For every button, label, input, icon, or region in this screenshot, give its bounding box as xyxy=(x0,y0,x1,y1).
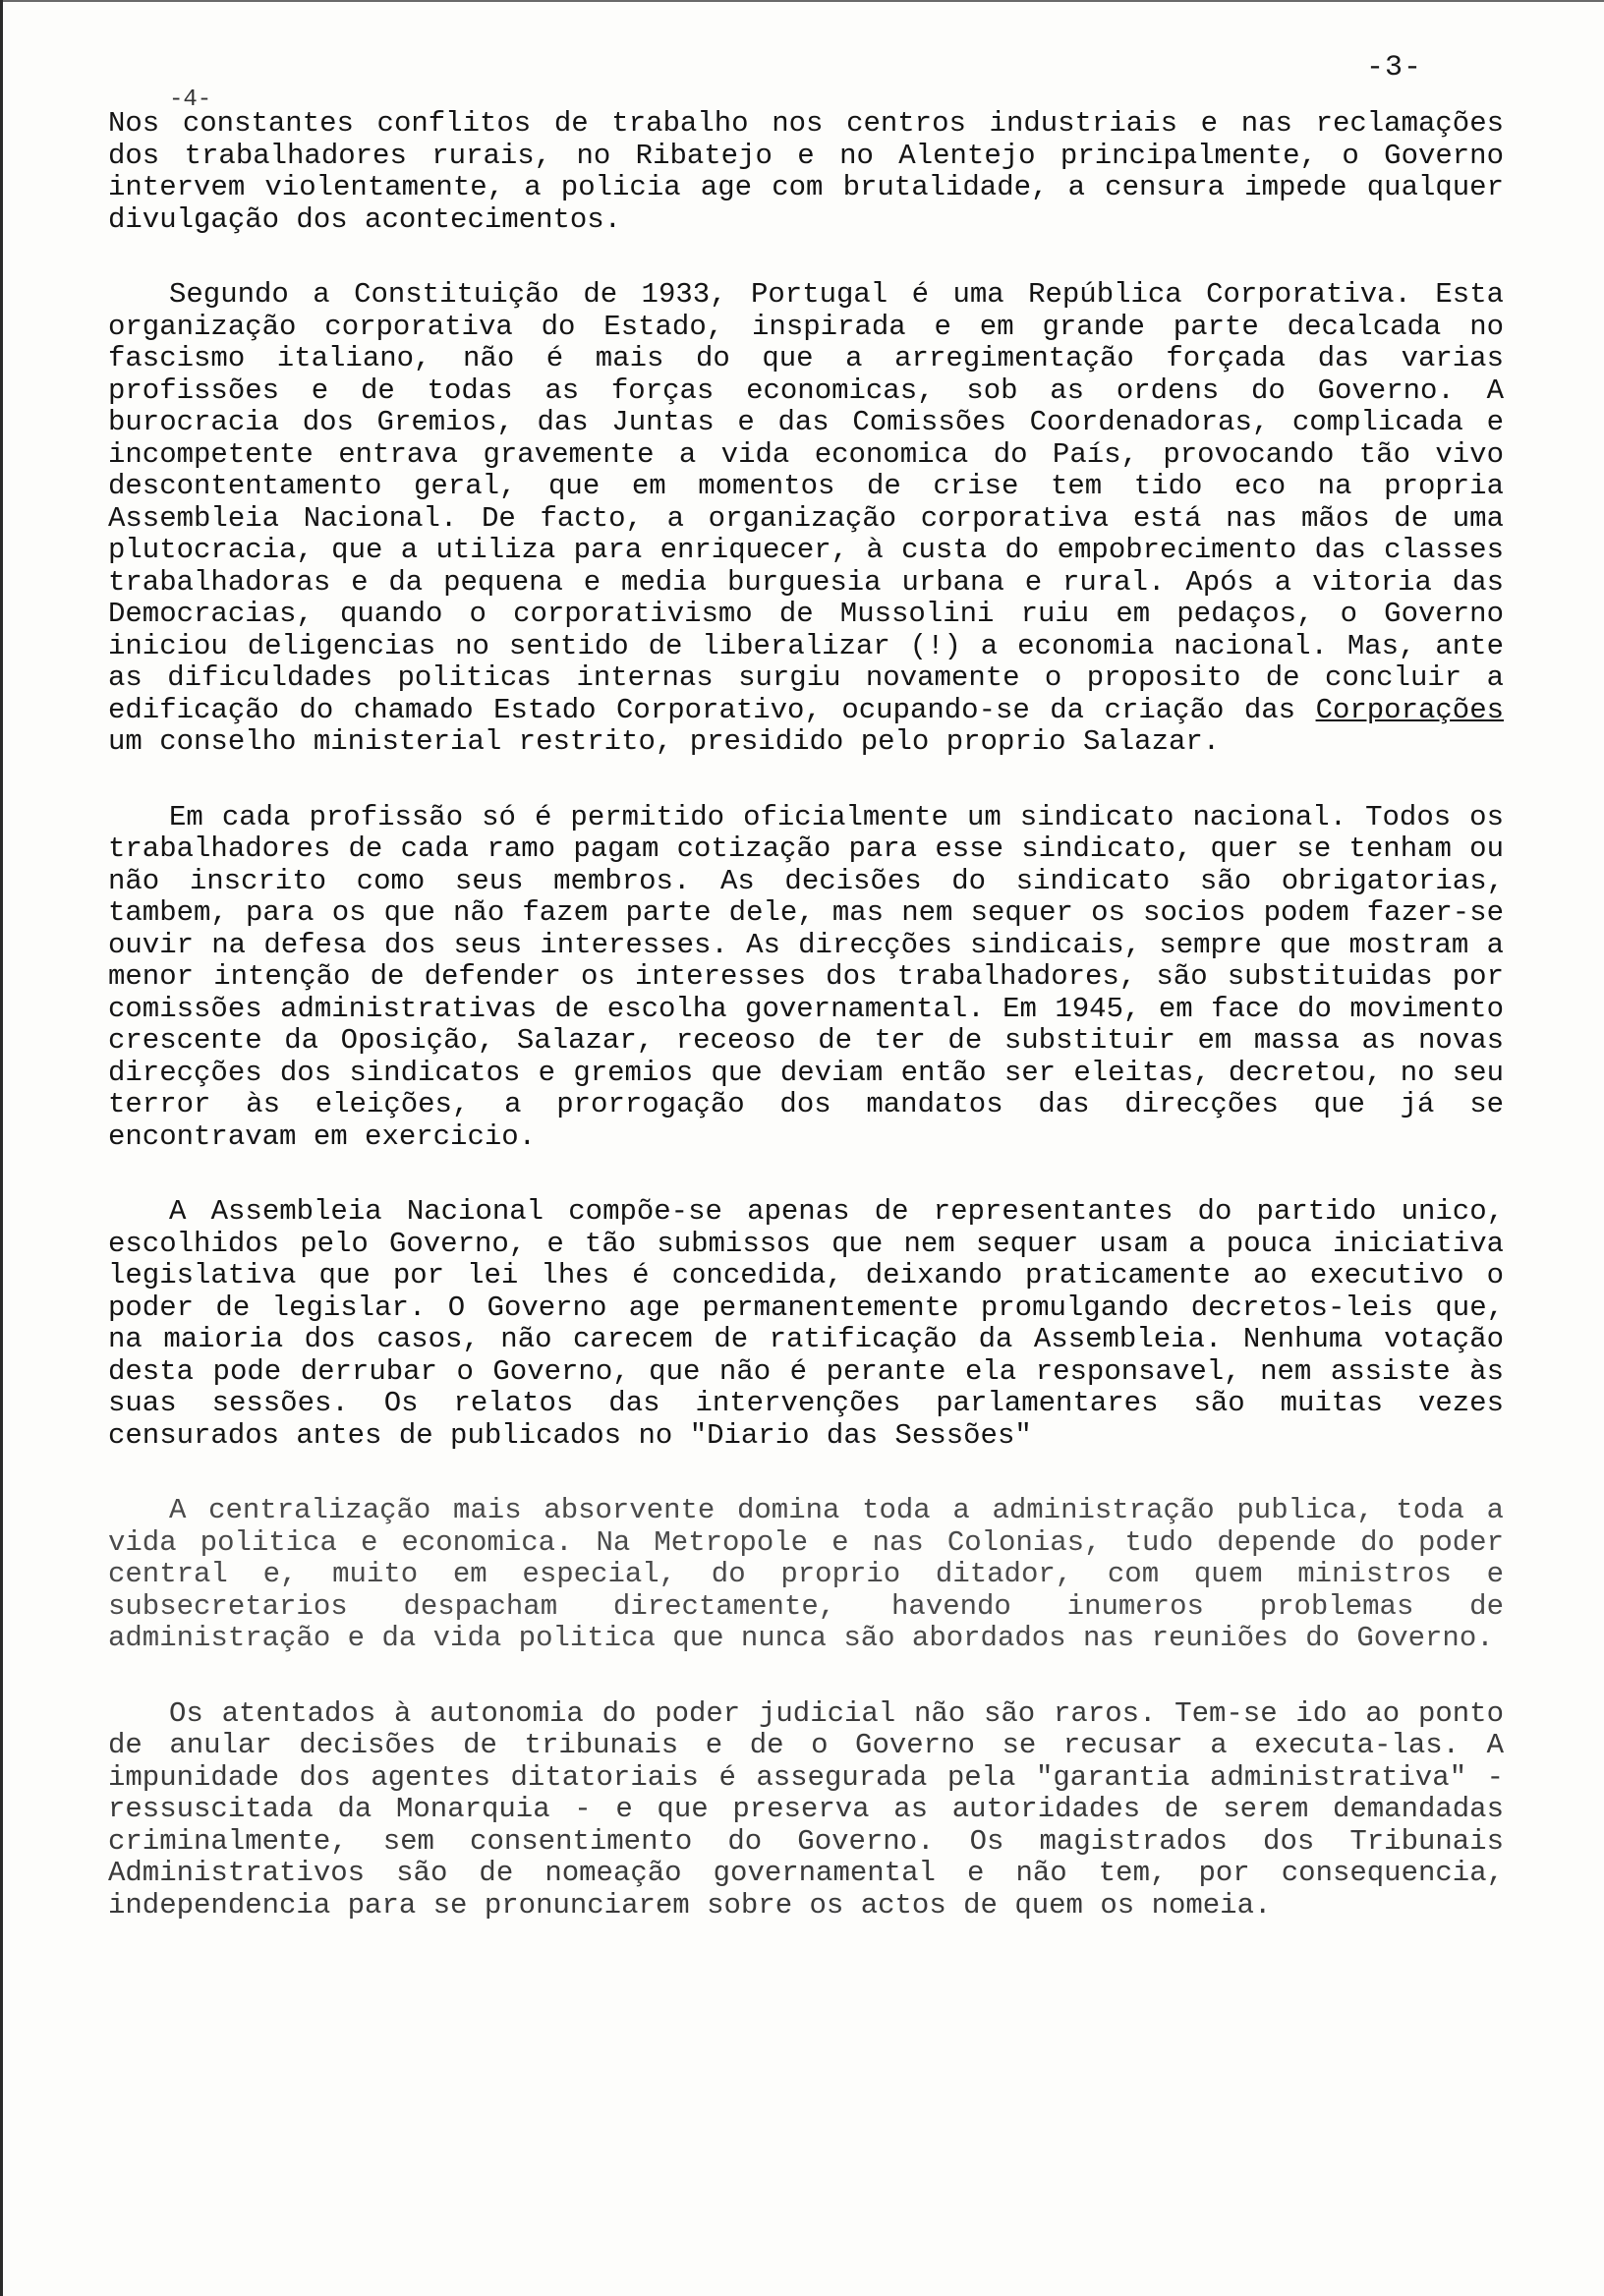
paragraph-text: Em cada profissão só é permitido oficialmente um sindicato nacional. Todos os trabalhadores de cada ramo pagam cotização para esse sindicato, quer se tenham ou não inscrito como seus membros. As decisões do sindicato são obrigatorias, tambem, para os que não fazem parte dele, mas nem sequer os socios podem fazer-se ouvir na defesa dos seus interesses. As direcções sindicais, sempre que mostram a menor intenção de defender os interesses dos trabalhadores, são substituidas por comissões administrativas de escolha governamental. Em 1945, em face do movimento crescente da Oposição, Salazar, receoso de ter de substituir em massa as novas direcções dos sindicatos e gremios que deviam então ser eleitas, decretou, no seu terror às eleições, a prorrogação dos mandatos das direcções que já se encontravam em exercicio. xyxy=(108,800,1504,1153)
page-left-edge xyxy=(0,0,3,2296)
paragraph-text: Os atentados à autonomia do poder judicial não são raros. Tem-se ido ao ponto de anular decisões de tribunais e de o Governo se recusar a executa-las. A impunidade dos agentes ditatoriais é assegurada pela "garantia administrativa" - ressuscitada da Monarquia - e que preserva as autoridades de serem demandadas criminalmente, sem consentimento do Governo. Os magistrados dos Tribunais Administrativos são de nomeação governamental e não tem, por consequencia, independencia para se pronunciarem sobre os actos de quem os nomeia. xyxy=(108,1696,1504,1922)
page-top-edge xyxy=(0,0,1604,2)
paragraph-text: Segundo a Constituição de 1933, Portugal é uma República Corporativa. Esta organização corporativa do Estado, inspirada e em grande parte decalcada no fascismo italiano, não é mais do que a arregimentação forçada das varias profissões e de todas as forças economicas, sob as ordens do Governo. A burocracia dos Gremios, das Juntas e das Comissões Coordenadoras, complicada e incompetente entrava gravemente a vida economica do País, provocando tão vivo descontentamento geral, que em momentos de crise tem tido eco na propria Assembleia Nacional. De facto, a organização corporativa está nas mãos de uma plutocracia, que a utiliza para enriquecer, à custa do empobrecimento das classes trabalhadoras e da pequena e media burguesia urbana e rural. Após a vitoria das Democracias, quando o corporativismo de Mussolini ruiu em pedaços, o Governo iniciou deligencias no sentido de liberalizar (!) a economia nacional. Mas, ante as dificuldades politicas internas surgiu novamente o proposito de concluir a edificação do chamado Estado Corporativo, ocupando-se da criação das xyxy=(108,278,1504,726)
paragraph-corporative-republic xyxy=(108,279,1504,759)
paragraph-labour-conflicts xyxy=(108,108,1504,236)
paragraph-syndicates xyxy=(108,802,1504,1154)
document-body xyxy=(108,108,1504,1965)
paragraph-text: A Assembleia Nacional compõe-se apenas de representantes do partido unico, escolhidos pelo Governo, e tão submissos que nem sequer usam a pouca iniciativa legislativa que por lei lhes é concedida, deixando praticamente ao executivo o poder de legislar. O Governo age permanentemente promulgando decretos-leis que, na maioria dos casos, não carecem de ratificação da Assembleia. Nenhuma votação desta pode derrubar o Governo, que não é perante ela responsavel, nem assiste às suas sessões. Os relatos das intervenções parlamentares são muitas vezes censurados antes de publicados no "Diario das Sessões" xyxy=(108,1195,1504,1452)
paragraph-national-assembly xyxy=(108,1196,1504,1452)
paragraph-text: A centralização mais absorvente domina toda a administração publica, toda a vida politica e economica. Na Metropole e nas Colonias, tudo depende do poder central e, muito em especial, do proprio ditador, com quem ministros e subsecretarios despacham directamente, havendo inumeros problemas de administração e da vida politica que nunca são abordados nas reuniões do Governo. xyxy=(108,1494,1504,1654)
paragraph-text: um conselho ministerial restrito, presidido pelo proprio Salazar. xyxy=(108,725,1221,758)
paragraph-centralization xyxy=(108,1495,1504,1655)
paragraph-text: Nos constantes conflitos de trabalho nos centros industriais e nas reclamações dos trabalhadores rurais, no Ribatejo e no Alentejo principalmente, o Governo intervem violentamente, a policia age com brutalidade, a censura impede qualquer divulgação dos acontecimentos. xyxy=(108,107,1504,236)
underlined-term: Corporações xyxy=(1315,693,1504,726)
page-number: -3- xyxy=(1365,51,1422,85)
corner-mark: -4- xyxy=(169,86,212,113)
paragraph-judicial-autonomy xyxy=(108,1698,1504,1923)
